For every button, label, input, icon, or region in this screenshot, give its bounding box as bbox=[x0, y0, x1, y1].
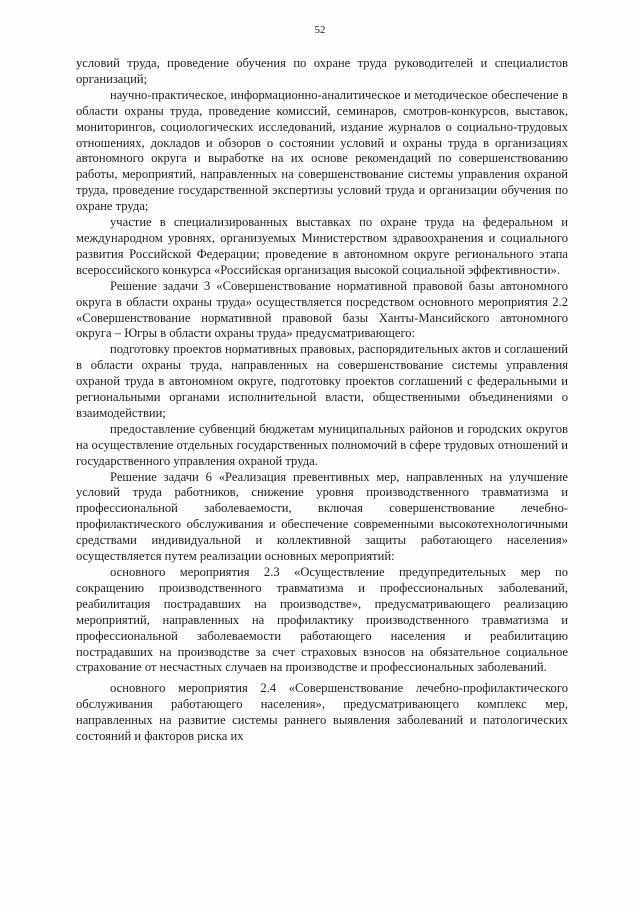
paragraph-9: основного мероприятия 2.4 «Совершенствование лечебно-профилактического обслуживания работающего населения», предусматривающего комплекс мер, направленных на развитие системы раннего выявления заболеваний и патологических состояний и факторов риска их bbox=[76, 681, 568, 744]
paragraph-3: участие в специализированных выставках по охране труда на федеральном и международном уровнях, организуемых Министерством здравоохранения и социального развития Российской Федерации; проведение в автономном округе регионального этапа всероссийского конкурса «Российская организация высокой социальной эффективности». bbox=[76, 215, 568, 277]
page-number: 52 bbox=[314, 24, 326, 36]
document-body bbox=[76, 56, 568, 745]
paragraph-2: научно-практическое, информационно-аналитическое и методическое обеспечение в области охраны труда, проведение комиссий, семинаров, смотров-конкурсов, выставок, мониторингов, социологических исследований, издание журналов о социально-трудовых отношениях, докладов и обзоров о состоянии условий и охраны труда в организациях автономного округа и выработке на их основе рекомендаций по совершенствованию работы, мероприятий, направленных на совершенствование системы управления охраной труда, проведение государственной экспертизы условий труда и организации обучения по охране труда; bbox=[76, 87, 568, 214]
paragraph-5: подготовку проектов нормативных правовых, распорядительных актов и соглашений в области охраны труда, направленных на совершенствование системы управления охраной труда в автономном округе, подготовку проектов соглашений с федеральными и региональными органами исполнительной власти, общественными объединениями о взаимодействии; bbox=[76, 342, 568, 420]
paragraph-1: условий труда, проведение обучения по охране труда руководителей и специалистов организаций; bbox=[76, 56, 568, 86]
paragraph-7: Решение задачи 6 «Реализация превентивных мер, направленных на улучшение условий труда работников, снижение уровня производственного травматизма и профессиональной заболеваемости, включая совершенствование лечебно-профилактического обслуживания и обеспечение современными высокотехнологичными средствами индивидуальной и коллективной защиты работающего населения» осуществляется путем реализации основных мероприятий: bbox=[76, 469, 568, 564]
paragraph-4: Решение задачи 3 «Совершенствование нормативной правовой базы автономного округа в области охраны труда» осуществляется посредством основного мероприятия 2.2 «Совершенствование нормативной правовой базы Ханты-Мансийского автономного округа – Югры в области охраны труда» предусматривающего: bbox=[76, 278, 568, 341]
paragraph-6: предоставление субвенций бюджетам муниципальных районов и городских округов на осуществление отдельных государственных полномочий в сфере трудовых отношений и государственного управления охраной труда. bbox=[76, 421, 568, 468]
paragraph-8: основного мероприятия 2.3 «Осуществление предупредительных мер по сокращению производственного травматизма и профессиональных заболеваний, реабилитация пострадавших на производстве», предусматривающего реализацию мероприятий, направленных на профилактику производственного травматизма и профессиональной заболеваемости работающего населения и реабилитацию пострадавших на производстве за счет страховых взносов на обязательное социальное страхование от несчастных случаев на производстве и профессиональных заболеваний. bbox=[76, 565, 568, 675]
